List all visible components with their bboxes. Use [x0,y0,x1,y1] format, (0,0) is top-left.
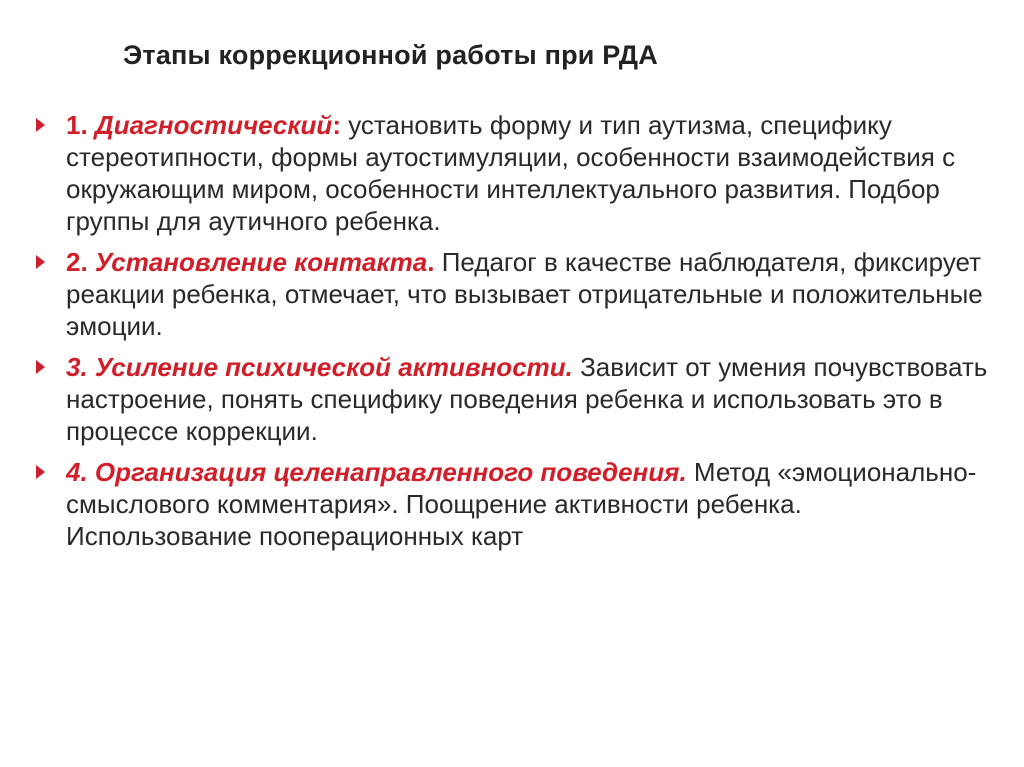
item-heading: Организация целенаправленного поведения. [94,457,687,487]
item-number: 1. [66,110,88,140]
triangle-bullet-icon [36,465,45,479]
list-item [30,109,990,237]
item-number: 2. [66,247,88,277]
item-heading: Усиление психической активности. [94,352,573,382]
item-text: установить форму и тип аутизма, специфику стереотипности, формы аутостимуляции, особенности взаимодействия с окружающим миром, особенности интеллектуального развития. Подбор группы для аутичного ребенка. [66,110,956,236]
item-text: Педагог в качестве наблюдателя, фиксирует реакции ребенка, отмечает, что вызывает отрицательные и положительные эмоции. [66,247,983,341]
item-heading: Установление контакта [94,247,428,277]
list-item [30,456,990,552]
stages-list [30,109,990,561]
slide-title: Этапы коррекционной работы при РДА [123,40,658,70]
triangle-bullet-icon [36,360,45,374]
list-item [30,351,990,447]
list-item [30,246,990,342]
item-text: Зависит от умения почувствовать настроение, понять специфику поведения ребенка и использовать это в процессе коррекции. [66,352,988,446]
item-text: Метод «эмоционально-смыслового комментария». Поощрение активности ребенка. Использование пооперационных карт [66,457,977,551]
triangle-bullet-icon [36,255,45,269]
item-separator: : [332,110,341,140]
item-number: 3. [66,352,88,382]
item-heading: Диагностический [94,110,333,140]
item-number: 4. [66,457,88,487]
item-separator: . [427,247,435,277]
triangle-bullet-icon [36,118,45,132]
